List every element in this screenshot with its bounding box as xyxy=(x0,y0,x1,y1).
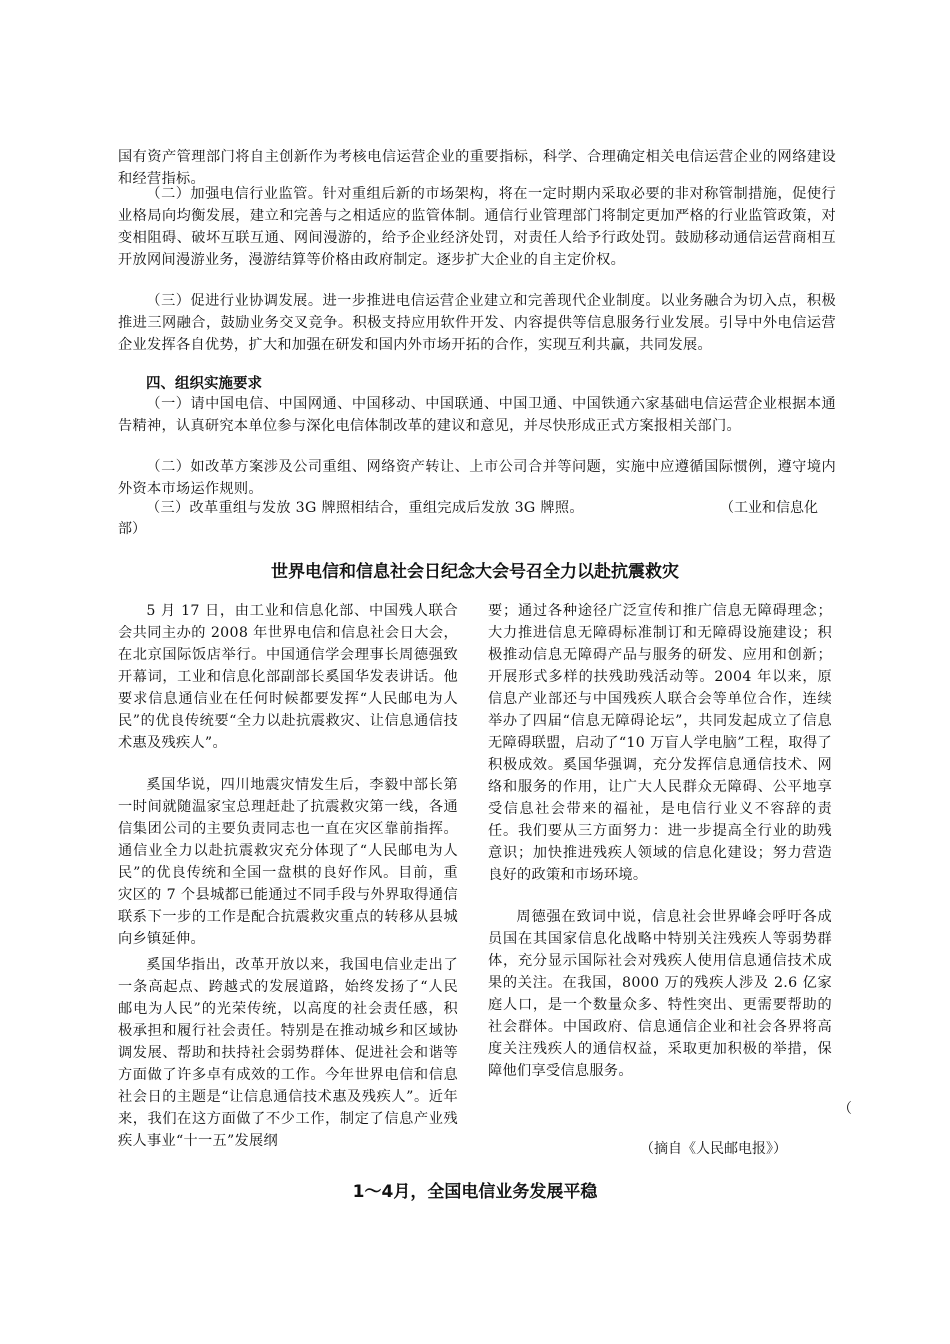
source-miit-line2: 部） xyxy=(118,521,146,537)
paragraph-state-assets: 国有资产管理部门将自主创新作为考核电信运营企业的重要指标，科学、合理确定相关电信运营企业的网络建设和经营指标。 xyxy=(118,149,836,187)
source-people-post: （摘自《人民邮电报》） xyxy=(640,1141,787,1157)
paragraph-zhou-speech: 周德强在致词中说，信息社会世界峰会呼吁各成员国在其国家信息化战略中特别关注残疾人等弱势群体，充分显示国际社会对残疾人使用信息通信技术成果的关注。在我国，8000 万的残疾人涉及 2.6 亿家庭人口，是一个数量众多、特性突出、更需要帮助的社会群体。中国政府、信息通信企业和社会各界将高度关注残疾人的通信权益，采取更加积极的举措，保障他们享受信息服务。 xyxy=(488,909,832,1079)
source-miit-line1: （工业和信息化 xyxy=(720,500,818,516)
article-title-telecom-business: 1～4月，全国电信业务发展平稳 xyxy=(352,1182,598,1202)
article-title-telecom-day: 世界电信和信息社会日纪念大会号召全力以赴抗震救灾 xyxy=(271,562,679,582)
paragraph-international-practice: （二）如改革方案涉及公司重组、网络资产转让、上市公司合并等问题，实施中应遵循国际惯例，遵守境内外资本市场运作规则。 xyxy=(118,459,836,497)
paragraph-accessibility-work: 要；通过各种途径广泛宣传和推广信息无障碍理念；大力推进信息无障碍标准制订和无障碍设施建设；积极推动信息无障碍产品与服务的研发、应用和创新；开展形式多样的扶残助残活动等。2004 年以来，原信息产业部还与中国残疾人联合会等单位合作，连续举办了四届“信息无障碍论坛”，共同发起成立了信息无障碍联盟，启动了“10 万盲人学电脑”工程，取得了积极成效。奚国华强调，充分发挥信息通信技术、网络和服务的作用，让广大人民群众无障碍、公平地享受信息社会带来的福祉，是电信行业义不容辞的责任。我们要从三方面努力：进一步提高全行业的助残意识；加快推进残疾人领域的信息化建设；努力营造良好的政策和市场环境。 xyxy=(488,603,832,883)
paragraph-coordination: （三）促进行业协调发展。进一步推进电信运营企业建立和完善现代企业制度。以业务融合为切入点，积极推进三网融合，鼓励业务交叉竞争。积极支持应用软件开发、内容提供等信息服务行业发展。引导中外电信运营企业发挥各自优势，扩大和加强在研发和国内外市场开拓的合作，实现互利共赢，共同发展。 xyxy=(118,293,836,353)
paragraph-3g-license: （三）改革重组与发放 3G 牌照相结合，重组完成后发放 3G 牌照。 xyxy=(146,500,584,516)
paragraph-conference-intro: 5 月 17 日，由工业和信息化部、中国残人联合会共同主办的 2008 年世界电信和信息社会日大会，在北京国际饭店举行。中国通信学会理事长周德强致开幕词，工业和信息化部副部长奚国华发表讲话。他要求信息通信业在任何时候都要发挥“人民邮电为人民”的优良传统要“全力以赴抗震救灾、让信息通信技术惠及残疾人”。 xyxy=(118,603,458,751)
paragraph-regulation: （二）加强电信行业监管。针对重组后新的市场架构，将在一定时期内采取必要的非对称管制措施，促使行业格局向均衡发展，建立和完善与之相适应的监管体制。通信行业管理部门将制定更加严格的行业监管政策，对变相阻碍、破坏互联互通、网间漫游的，给予企业经济处罚，对责任人给予行政处罚。鼓励移动通信运营商相互开放网间漫游业务，漫游结算等价格由政府制定。逐步扩大企业的自主定价权。 xyxy=(118,186,836,268)
paragraph-reform-achievements: 奚国华指出，改革开放以来，我国电信业走出了一条高起点、跨越式的发展道路，始终发扬了“人民邮电为人民”的光荣传统，以高度的社会责任感，积极承担和履行社会责任。特别是在推动城乡和区域协调发展、帮助和扶持社会弱势群体、促进社会和谐等方面做了许多卓有成效的工作。今年世界电信和信息社会日的主题是“让信息通信技术惠及残疾人”。近年来，我们在这方面做了不少工作，制定了信息产业残疾人事业“十一五”发展纲 xyxy=(118,957,458,1149)
paragraph-earthquake-relief: 奚国华说，四川地震灾情发生后，李毅中部长第一时间就随温家宝总理赶赴了抗震救灾第一线，各通信集团公司的主要负责同志也一直在灾区靠前指挥。通信业全力以赴抗震救灾充分体现了“人民邮电为人民”的优良传统和全国一盘棋的良好作风。目前，重灾区的 7 个县城都已能通过不同手段与外界取得通信联系下一步的工作是配合抗震救灾重点的转移从县城向乡镇延伸。 xyxy=(118,777,458,947)
paragraph-operators-request: （一）请中国电信、中国网通、中国移动、中国联通、中国卫通、中国铁通六家基础电信运营企业根据本通告精神，认真研究本单位参与深化电信体制改革的建议和意见，并尽快形成正式方案报相关部门。 xyxy=(118,396,836,434)
section-heading-implementation: 四、组织实施要求 xyxy=(146,375,262,392)
stray-parenthesis: （ xyxy=(838,1101,852,1117)
